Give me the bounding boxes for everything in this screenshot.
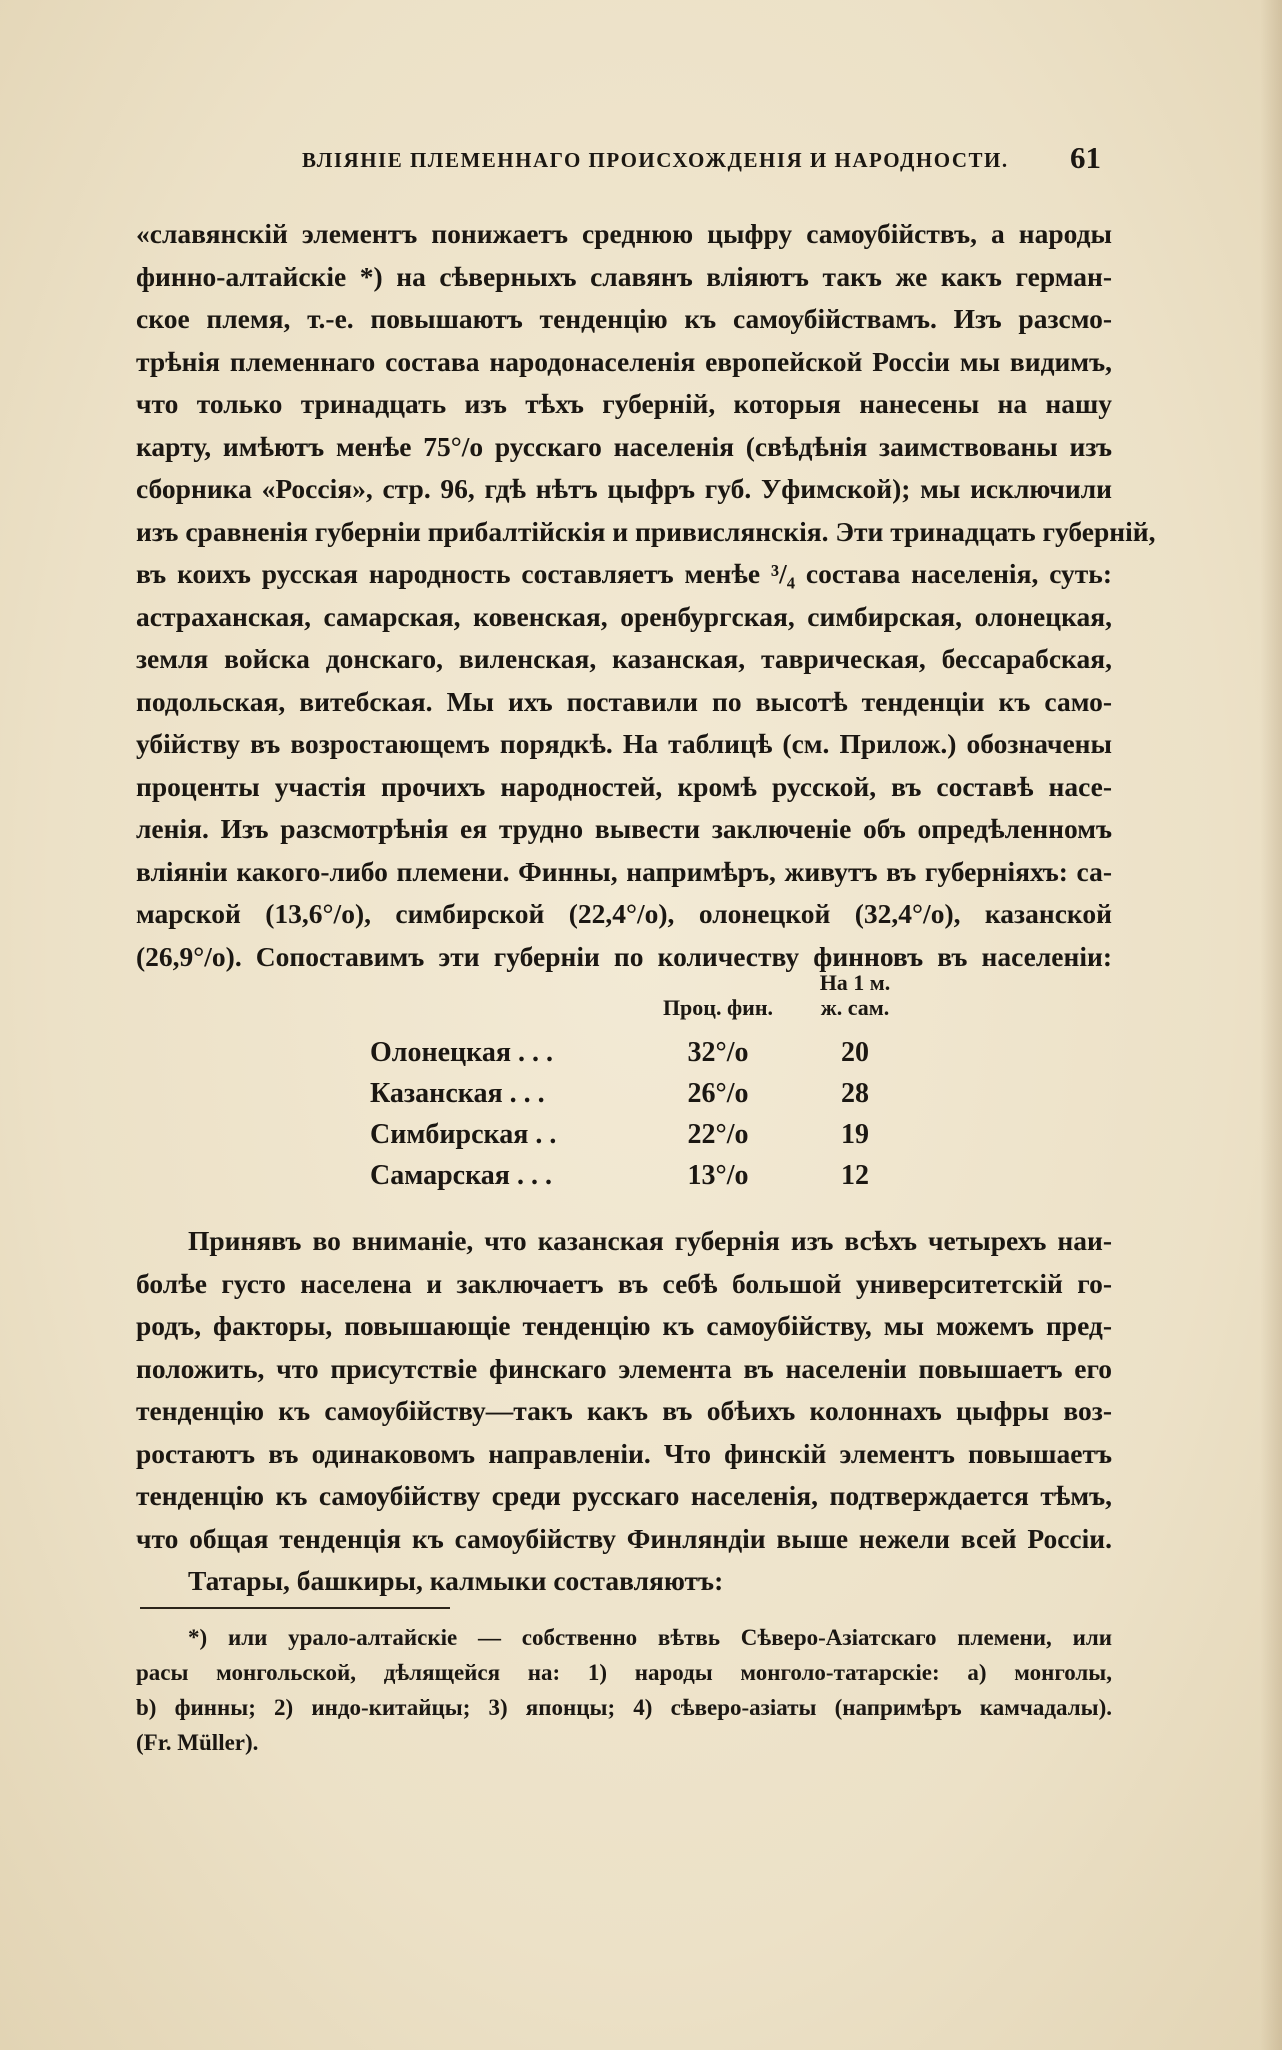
- paragraph-2: [136, 1220, 1112, 1603]
- page-edge-shadow: [1260, 0, 1282, 2050]
- footnote: [136, 1620, 1112, 1760]
- text-line: ское племя, т.-е. повышаютъ тенденцію къ самоубійствамъ. Изъ разсмо-: [136, 303, 1112, 334]
- text-line: астраханская, самарская, ковенская, оренбургская, симбирская, олонецкая,: [136, 600, 1112, 632]
- page-number: 61: [1070, 140, 1101, 175]
- text-line: трѣнія племеннаго состава народонаселенія европейской Россіи мы видимъ,: [136, 345, 1112, 377]
- province-name: Казанская . . .: [370, 1077, 545, 1109]
- finn-suicide-table: [370, 970, 916, 1196]
- province-name: Симбирская . .: [370, 1118, 557, 1150]
- text-line: Принявъ во вниманіе, что казанская губернія изъ всѣхъ четырехъ наи-: [188, 1225, 1112, 1256]
- text-line: проценты участія прочихъ народностей, кромѣ русской, въ составѣ насе-: [136, 770, 1112, 802]
- percent-finns: 13°/o: [687, 1159, 749, 1191]
- text-line: тенденцію къ самоубійству—такъ какъ въ обѣихъ колоннахъ цыфры воз-: [136, 1395, 1112, 1426]
- province-name: Олонецкая . . .: [370, 1036, 554, 1068]
- text-line: финно-алтайскіе *) на сѣверныхъ славянъ вліяютъ такъ же какъ герман-: [136, 260, 1112, 292]
- text-line: (26,9°/o). Сопоставимъ эти губерніи по количеству финновъ въ населеніи:: [136, 940, 1112, 972]
- province-name: Самарская . . .: [370, 1159, 552, 1191]
- text-line: болѣе густо населена и заключаетъ въ себѣ большой университетскій го-: [136, 1267, 1112, 1299]
- table-header-empty: [370, 970, 642, 1032]
- suicide-rate: 20: [841, 1036, 869, 1068]
- column-header-suicide-rate: [794, 970, 916, 1032]
- text-line: вліяніи какого-либо племени. Финны, напримѣръ, живутъ въ губерніяхъ: са-: [136, 855, 1112, 887]
- column-header-rate-line-2: ж. сам.: [820, 995, 890, 1020]
- paragraph-1: [136, 213, 1156, 978]
- table-row: [370, 1032, 916, 1073]
- text-line: карту, имѣютъ менѣе 75°/o русскаго населенія (свѣдѣнія заимствованы изъ: [136, 430, 1112, 462]
- text-line: положить, что присутствіе финскаго элемента въ населеніи повышаетъ его: [136, 1352, 1112, 1384]
- text-line: Татары, башкиры, калмыки составляютъ:: [188, 1565, 724, 1596]
- text-line: убійству въ возростающемъ порядкѣ. На таблицѣ (см. Прилож.) обозначены: [136, 728, 1112, 759]
- percent-finns: 26°/o: [687, 1077, 749, 1109]
- suicide-rate: 19: [841, 1118, 869, 1150]
- text-line: ростаютъ въ одинаковомъ направленіи. Что финскій элементъ повышаетъ: [136, 1437, 1112, 1469]
- text-line: «славянскій элементъ понижаетъ среднюю цыфру самоубійствъ, а народы: [136, 218, 1112, 249]
- text-line: ленія. Изъ разсмотрѣнія ея трудно вывести заключеніе объ опредѣленномъ: [136, 813, 1112, 844]
- text-line: сборника «Россія», стр. 96, гдѣ нѣтъ цыфръ губ. Уфимской); мы исключили: [136, 473, 1112, 504]
- column-header-rate-line-1: На 1 м.: [819, 970, 891, 995]
- footnote-line: (Fr. Müller).: [136, 1730, 259, 1755]
- table-header-row: [370, 970, 916, 1032]
- running-title: ВЛІЯНІЕ ПЛЕМЕННАГО ПРОИСХОЖДЕНІЯ И НАРОДНОСТИ.: [302, 148, 1009, 172]
- footnote-line: b) финны; 2) индо-китайцы; 3) японцы; 4) сѣверо-азіаты (напримѣръ камчадалы).: [136, 1695, 1112, 1720]
- table-row: [370, 1073, 916, 1114]
- text-line: что общая тенденція къ самоубійству Финляндіи выше нежели всей Россіи.: [136, 1522, 1112, 1554]
- percent-finns: 32°/o: [687, 1036, 749, 1068]
- footnote-separator: [140, 1607, 450, 1609]
- text-line: родъ, факторы, повышающіе тенденцію къ самоубійству, мы можемъ пред-: [136, 1310, 1112, 1341]
- text-line: подольская, витебская. Мы ихъ поставили по высотѣ тенденціи къ само-: [136, 685, 1112, 717]
- suicide-rate: 12: [841, 1159, 869, 1191]
- table-row: [370, 1155, 916, 1196]
- table-row: [370, 1114, 916, 1155]
- text-line: что только тринадцать изъ тѣхъ губерній, которыя нанесены на нашу: [136, 388, 1112, 419]
- text-line: изъ сравненія губерніи прибалтійскія и привислянскія. Эти тринадцать губерній,: [136, 515, 1156, 547]
- column-header-percent-finns: Проц. фин.: [662, 995, 774, 1020]
- percent-finns: 22°/o: [687, 1118, 749, 1150]
- footnote-line: расы монгольской, дѣлящейся на: 1) народы монголо-татарскіе: а) монголы,: [136, 1660, 1112, 1685]
- text-line: земля войска донскаго, виленская, казанская, таврическая, бессарабская,: [136, 643, 1112, 674]
- suicide-rate: 28: [841, 1077, 869, 1109]
- footnote-line: *) или урало-алтайскіе — собственно вѣтвь Сѣверо-Азіатскаго племени, или: [188, 1625, 1112, 1650]
- text-line: тенденцію къ самоубійству среди русскаго населенія, подтверждается тѣмъ,: [136, 1480, 1112, 1511]
- text-line: марской (13,6°/o), симбирской (22,4°/o), олонецкой (32,4°/o), казанской: [136, 898, 1112, 929]
- text-line: въ коихъ русская народность составляетъ менѣе ³/₄ состава населенія, суть:: [136, 558, 1112, 589]
